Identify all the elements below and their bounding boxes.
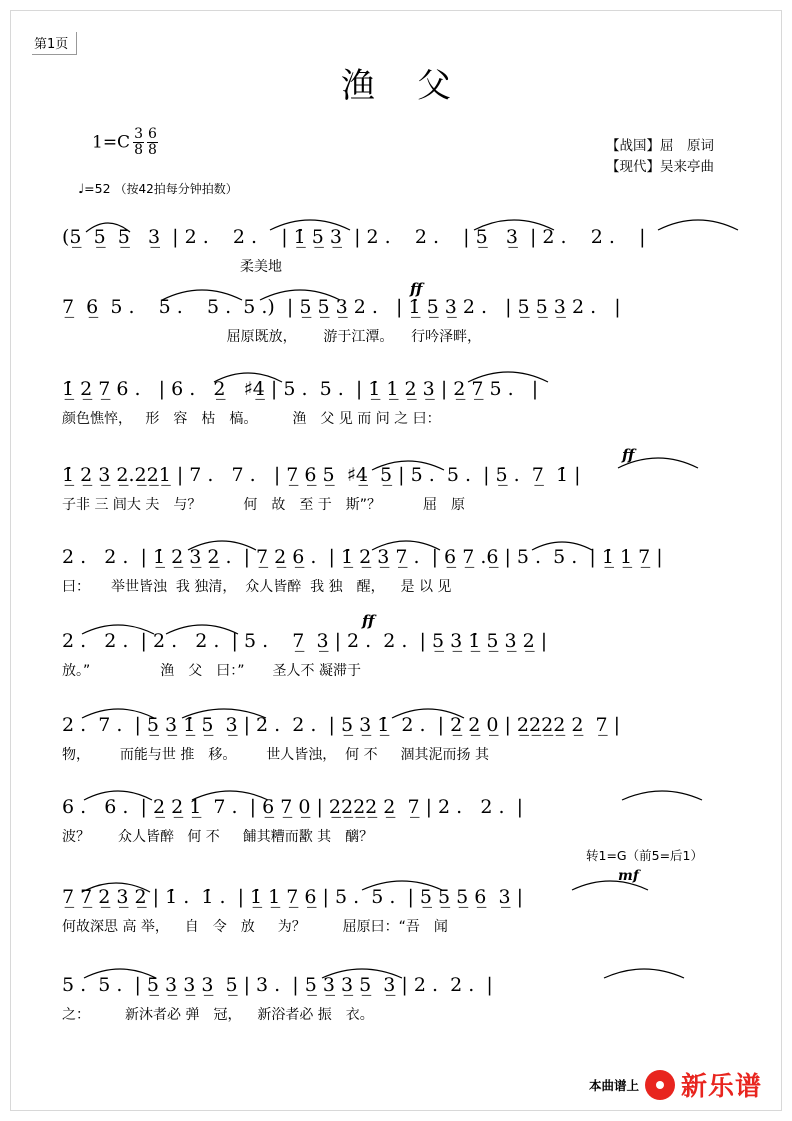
note-row-9: 7̲ 7̲ 2̲ 3̲ 2̲ | 1̇ . 1̇ . | 1̲̇ 1̲ 7̲ 6̲ | 5 . 5 . | 5̲ 5̲ 5̲ 6̲ 3̲ |	[62, 886, 523, 908]
music-system-2	[62, 278, 730, 354]
tempo-note-text: （按42拍每分钟拍数）	[114, 182, 238, 196]
note-row-8: 6 . 6 . | 2̲ 2̲ 1̲ 7 . | 6̲ 7̲ 0̲ | 2̲2̲2̲2̲ 2̲ 7̲ | 2 . 2 . |	[62, 796, 523, 818]
time-signature-1: $\frac{3}{8}$	[134, 126, 143, 158]
page-title: 渔父	[341, 66, 493, 106]
note-row-2: 7̲ 6̲ 5 . 5 . 5 . 5 .) | 5̲ 5̲ 3̲ 2 . | 1̲̇ 5̲ 3̲ 2 . | 5̲ 5̲ 3̲ 2 . |	[62, 296, 621, 318]
note-row-3: 1̲̇ 2̲ 7̲ 6 . | 6 . 2̲ ♯4̲ | 5 . 5 . | 1̲̇ 1̲ 2̲ 3̲ | 2̲ 7̲ 5 . |	[62, 378, 539, 400]
record-disc-icon	[645, 1070, 675, 1100]
music-system-6	[62, 612, 730, 688]
lyric-row-8: 波？ 众人皆醉 何 不 餔其糟而歠 其 醨？	[62, 829, 374, 845]
lyric-row-6: 放。” 渔 父 曰：” 圣人不 凝滞于	[62, 663, 361, 679]
tempo-marking	[78, 180, 238, 197]
dynamic-mf-9: mf	[618, 868, 639, 884]
music-system-3	[62, 360, 730, 436]
music-system-8	[62, 778, 730, 854]
music-system-1	[62, 208, 730, 284]
note-row-10: 5 . 5 . | 5̲ 3̲ 3̲ 3̲ 5̲ | 3 . | 5̲ 3̲ 3̲ 5̲ 3̲ | 2 . 2 . |	[62, 974, 493, 996]
note-row-7: 2 . 7 . | 5̲ 3̲ 1̲̇ 5̲ 3̲ | 2 . 2 . | 5̲ 3̲ 1̲̇ 2 . | 2̲ 2̲ 0̲ | 2̲2̲2̲2̲ 2̲ 7̲ |	[62, 714, 621, 736]
lyric-row-2: 屈原既放， 游于江潭。 行吟泽畔，	[62, 329, 482, 345]
key-text: 1=C	[92, 132, 131, 153]
credit-lyricist: 【战国】屈 原词	[606, 138, 714, 154]
music-system-4	[62, 446, 730, 522]
tempo-value: =52	[84, 181, 111, 196]
lyric-row-3: 颜色憔悴， 形 容 枯 槁。 渔 父 见 而 问 之 曰：	[62, 411, 441, 427]
credit-composer: 【现代】吴来亭曲	[606, 158, 714, 175]
modulation-mark: 转1=G（前5=后1）	[586, 848, 703, 863]
page-number: 第1页	[32, 32, 77, 55]
music-system-5	[62, 528, 730, 604]
music-system-10	[62, 956, 730, 1032]
music-system-9	[62, 848, 730, 944]
footer-logo	[589, 1066, 762, 1103]
time-signature-2: $\frac{6}{8}$	[148, 126, 157, 158]
note-row-4: 1̲̇ 2̲ 3̲ 2̲.2̲2̲1̲ | 7 . 7 . | 7̲ 6̲ 5̲ ♯4̲ 5̲ | 5 . 5 . | 5̲ . 7̲ 1̇ |	[62, 464, 581, 486]
lyric-row-5: 曰： 举世皆浊 我 独清， 众人皆醉 我 独 醒， 是 以 见	[62, 579, 452, 595]
brand-name: 新乐谱	[680, 1072, 762, 1102]
dynamic-ff-2: ff	[410, 280, 423, 298]
lyric-row-9: 何故深思 高 举， 自 令 放 为？ 屈原曰：“吾 闻	[62, 919, 448, 935]
key-signature	[92, 128, 158, 158]
note-row-1: (5̲ 5̲ 5̲ 3̲ | 2 . 2 . | 1̲̇ 5̲ 3̲ | 2 . 2 . | 5̲ 3̲ | 2 . 2 . |	[62, 226, 646, 248]
lyric-row-4: 子非 三 闾大 夫 与？ 何 故 至 于 斯”？ 屈 原	[62, 497, 466, 513]
note-row-5: 2 . 2 . | 1̲̇ 2̲ 3̲ 2̲ . | 7̲ 2̲ 6̲ . | 1̲̇ 2̲ 3̲ 7̲ . | 6̲ 7̲ .6̲ | 5 . 5 . | 1̲̇ 1̲ 7̲ |	[62, 546, 663, 568]
credits	[606, 136, 714, 178]
quarter-note-icon: ♩	[78, 182, 85, 197]
music-system-7	[62, 696, 730, 772]
note-row-6: 2 . 2 . | 2 . 2 . | 5 . 7̲ 3̲ | 2 . 2 . | 5̲ 3̲ 1̲̇ 5̲ 3̲ 2̲ |	[62, 630, 548, 652]
lyric-row-10: 之： 新沐者必 弹 冠， 新浴者必 振 衣。	[62, 1007, 374, 1023]
footer-note: 本曲谱上	[588, 1077, 639, 1093]
lyric-row-7: 物， 而能与世 推 移。 世人皆浊， 何 不 涸其泥而扬 其	[62, 747, 489, 763]
dynamic-ff-4: ff	[622, 446, 635, 464]
lyric-row-1: 柔美地	[62, 259, 283, 275]
dynamic-ff-6: ff	[362, 612, 375, 630]
